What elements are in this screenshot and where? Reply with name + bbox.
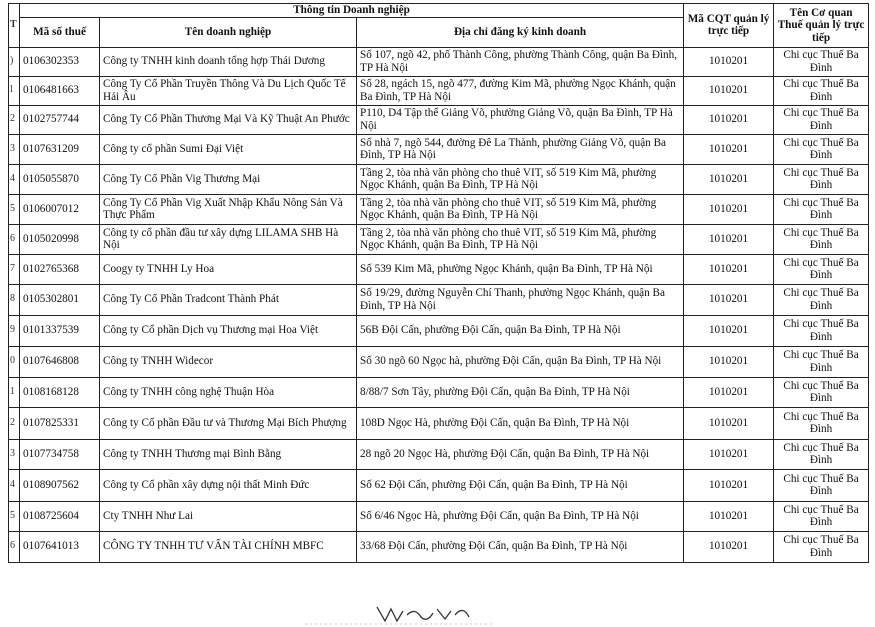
row-cqt-code: 1010201 [684,284,774,315]
table-row [9,284,869,315]
row-company-name: Công Ty Cổ Phần Tradcont Thành Phát [100,284,357,315]
row-cqt-name: Chi cục Thuế Ba Đình [774,377,869,407]
row-cqt-name: Chi cục Thuế Ba Đình [774,315,869,346]
row-cqt-name: Chi cục Thuế Ba Đình [774,469,869,501]
enterprise-table [8,3,869,563]
row-address: 108D Ngọc Hà, phường Đội Cấn, quận Ba Đình, TP Hà Nội [357,407,684,439]
row-stt: 1 [9,377,20,407]
row-cqt-code: 1010201 [684,346,774,377]
row-address: 56B Đội Cấn, phường Đội Cấn, quận Ba Đình, TP Hà Nội [357,315,684,346]
row-tax-code: 0107631209 [20,134,100,164]
row-address: Số 28, ngách 15, ngõ 477, đường Kim Mã, phường Ngọc Khánh, quận Ba Đình, TP Hà Nội [357,76,684,105]
header-cqt-code: Mã CQT quản lý trực tiếp [684,4,774,48]
row-tax-code: 0108907562 [20,469,100,501]
row-company-name: Công ty cổ phần đầu tư xây dựng LILAMA SHB Hà Nội [100,224,357,254]
row-company-name: Công Ty Cổ Phần Truyền Thông Và Du Lịch Quốc Tế Hải Âu [100,76,357,105]
table-row [9,47,869,76]
row-stt: 0 [9,346,20,377]
row-cqt-name: Chi cục Thuế Ba Đình [774,224,869,254]
row-tax-code: 0107734758 [20,439,100,469]
row-address: Số 6/46 Ngọc Hà, phường Đội Cấn, quận Ba Đình, TP Hà Nội [357,501,684,531]
row-tax-code: 0106481663 [20,76,100,105]
row-cqt-code: 1010201 [684,531,774,562]
document-sheet [8,3,868,563]
row-company-name: Công ty TNHH kinh doanh tổng hợp Thái Dương [100,47,357,76]
header-group: Thông tin Doanh nghiệp [20,4,684,18]
row-tax-code: 0106007012 [20,194,100,224]
row-cqt-name: Chi cục Thuế Ba Đình [774,439,869,469]
row-tax-code: 0102757744 [20,105,100,134]
row-cqt-name: Chi cục Thuế Ba Đình [774,194,869,224]
row-company-name: Công ty TNHH công nghệ Thuận Hòa [100,377,357,407]
row-stt: 5 [9,194,20,224]
row-address: Tầng 2, tòa nhà văn phòng cho thuê VIT, số 519 Kim Mã, phường Ngọc Khánh, quận Ba Đình, TP Hà Nội [357,164,684,194]
row-address: Số 19/29, đường Nguyễn Chí Thanh, phường Ngọc Khánh, quận Ba Đình, TP Hà Nội [357,284,684,315]
row-tax-code: 0108168128 [20,377,100,407]
row-company-name: Công Ty Cổ Phần Thương Mại Và Kỹ Thuật An Phước [100,105,357,134]
row-stt: 2 [9,407,20,439]
table-row [9,531,869,562]
row-cqt-code: 1010201 [684,224,774,254]
table-row [9,194,869,224]
row-tax-code: 0108725604 [20,501,100,531]
table-row [9,224,869,254]
row-stt: l [9,76,20,105]
row-address: Tầng 2, tòa nhà văn phòng cho thuê VIT, số 519 Kim Mã, phường Ngọc Khánh, quận Ba Đình, TP Hà Nội [357,194,684,224]
row-address: Tầng 2, tòa nhà văn phòng cho thuê VIT, số 519 Kim Mã, phường Ngọc Khánh, quận Ba Đình, TP Hà Nội [357,224,684,254]
row-cqt-code: 1010201 [684,407,774,439]
row-address: Số nhà 7, ngõ 544, đường Đê La Thành, phường Giảng Võ, quận Ba Đình, TP Hà Nội [357,134,684,164]
table-row [9,407,869,439]
table-row [9,377,869,407]
table-body [9,47,869,562]
row-cqt-code: 1010201 [684,47,774,76]
row-tax-code: 0107646808 [20,346,100,377]
row-stt: ) [9,47,20,76]
header-cqt-name: Tên Cơ quan Thuế quản lý trực tiếp [774,4,869,48]
row-cqt-name: Chi cục Thuế Ba Đình [774,105,869,134]
row-cqt-name: Chi cục Thuế Ba Đình [774,134,869,164]
row-company-name: Công Ty Cổ Phần Vig Xuất Nhập Khẩu Nông Sản Và Thực Phẩm [100,194,357,224]
row-address: Số 539 Kim Mã, phường Ngọc Khánh, quận Ba Đình, TP Hà Nội [357,254,684,284]
row-cqt-code: 1010201 [684,164,774,194]
row-cqt-code: 1010201 [684,439,774,469]
header-tax-code: Mã số thuế [20,17,100,47]
row-address: 33/68 Đội Cấn, phường Đội Cấn, quận Ba Đình, TP Hà Nội [357,531,684,562]
row-company-name: Công ty TNHH Thương mại Bình Bằng [100,439,357,469]
row-cqt-name: Chi cục Thuế Ba Đình [774,501,869,531]
row-tax-code: 0102765368 [20,254,100,284]
row-stt: 6 [9,224,20,254]
row-stt: 6 [9,531,20,562]
row-stt: 4 [9,469,20,501]
row-company-name: Công ty cổ phần Sumi Đại Việt [100,134,357,164]
table-row [9,346,869,377]
signature-scribble [305,603,495,625]
row-address: 28 ngõ 20 Ngọc Hà, phường Đội Cấn, quận Ba Đình, TP Hà Nội [357,439,684,469]
row-company-name: Công ty TNHH Widecor [100,346,357,377]
row-cqt-code: 1010201 [684,194,774,224]
row-company-name: Công ty Cổ phần Đầu tư và Thương Mại Bích Phượng [100,407,357,439]
row-company-name: Công ty Cổ phần xây dựng nội thất Minh Đức [100,469,357,501]
row-cqt-name: Chi cục Thuế Ba Đình [774,47,869,76]
row-address: Số 30 ngõ 60 Ngọc hà, phường Đội Cấn, quận Ba Đình, TP Hà Nội [357,346,684,377]
table-row [9,134,869,164]
row-tax-code: 0105020998 [20,224,100,254]
table-row [9,315,869,346]
row-cqt-code: 1010201 [684,501,774,531]
row-address: Số 62 Đội Cấn, phường Đội Cấn, quận Ba Đình, TP Hà Nội [357,469,684,501]
row-tax-code: 0107641013 [20,531,100,562]
row-stt: 9 [9,315,20,346]
table-row [9,164,869,194]
row-cqt-code: 1010201 [684,105,774,134]
row-cqt-code: 1010201 [684,76,774,105]
table-row [9,439,869,469]
row-tax-code: 0101337539 [20,315,100,346]
row-company-name: Cty TNHH Như Lai [100,501,357,531]
row-cqt-name: Chi cục Thuế Ba Đình [774,284,869,315]
row-cqt-name: Chi cục Thuế Ba Đình [774,531,869,562]
row-stt: 3 [9,134,20,164]
table-row [9,76,869,105]
table-row [9,501,869,531]
row-tax-code: 0105055870 [20,164,100,194]
row-stt: 4 [9,164,20,194]
row-address: Số 107, ngõ 42, phố Thành Công, phường Thành Công, quận Ba Đình, TP Hà Nội [357,47,684,76]
table-row [9,254,869,284]
row-cqt-name: Chi cục Thuế Ba Đình [774,346,869,377]
table-row [9,105,869,134]
row-tax-code: 0105302801 [20,284,100,315]
row-stt: 2 [9,105,20,134]
row-company-name: CÔNG TY TNHH TƯ VẤN TÀI CHÍNH MBFC [100,531,357,562]
row-tax-code: 0107825331 [20,407,100,439]
header-address: Địa chỉ đăng ký kinh doanh [357,17,684,47]
row-cqt-name: Chi cục Thuế Ba Đình [774,407,869,439]
row-cqt-name: Chi cục Thuế Ba Đình [774,164,869,194]
row-cqt-name: Chi cục Thuế Ba Đình [774,254,869,284]
row-cqt-code: 1010201 [684,315,774,346]
row-stt: 7 [9,254,20,284]
row-address: 8/88/7 Sơn Tây, phường Đội Cấn, quận Ba Đình, TP Hà Nội [357,377,684,407]
row-cqt-code: 1010201 [684,469,774,501]
header-stt: T [9,4,20,48]
row-tax-code: 0106302353 [20,47,100,76]
row-stt: 8 [9,284,20,315]
row-stt: 5 [9,501,20,531]
row-cqt-code: 1010201 [684,377,774,407]
row-company-name: Công ty Cổ phần Dịch vụ Thương mại Hoa Việt [100,315,357,346]
row-cqt-code: 1010201 [684,254,774,284]
row-company-name: Công Ty Cổ Phần Vig Thương Mại [100,164,357,194]
row-company-name: Coogy ty TNHH Ly Hoa [100,254,357,284]
row-stt: 3 [9,439,20,469]
row-cqt-code: 1010201 [684,134,774,164]
row-cqt-name: Chi cục Thuế Ba Đình [774,76,869,105]
row-address: P110, D4 Tập thể Giảng Võ, phường Giảng Võ, quận Ba Đình, TP Hà Nội [357,105,684,134]
header-company-name: Tên doanh nghiệp [100,17,357,47]
table-row [9,469,869,501]
